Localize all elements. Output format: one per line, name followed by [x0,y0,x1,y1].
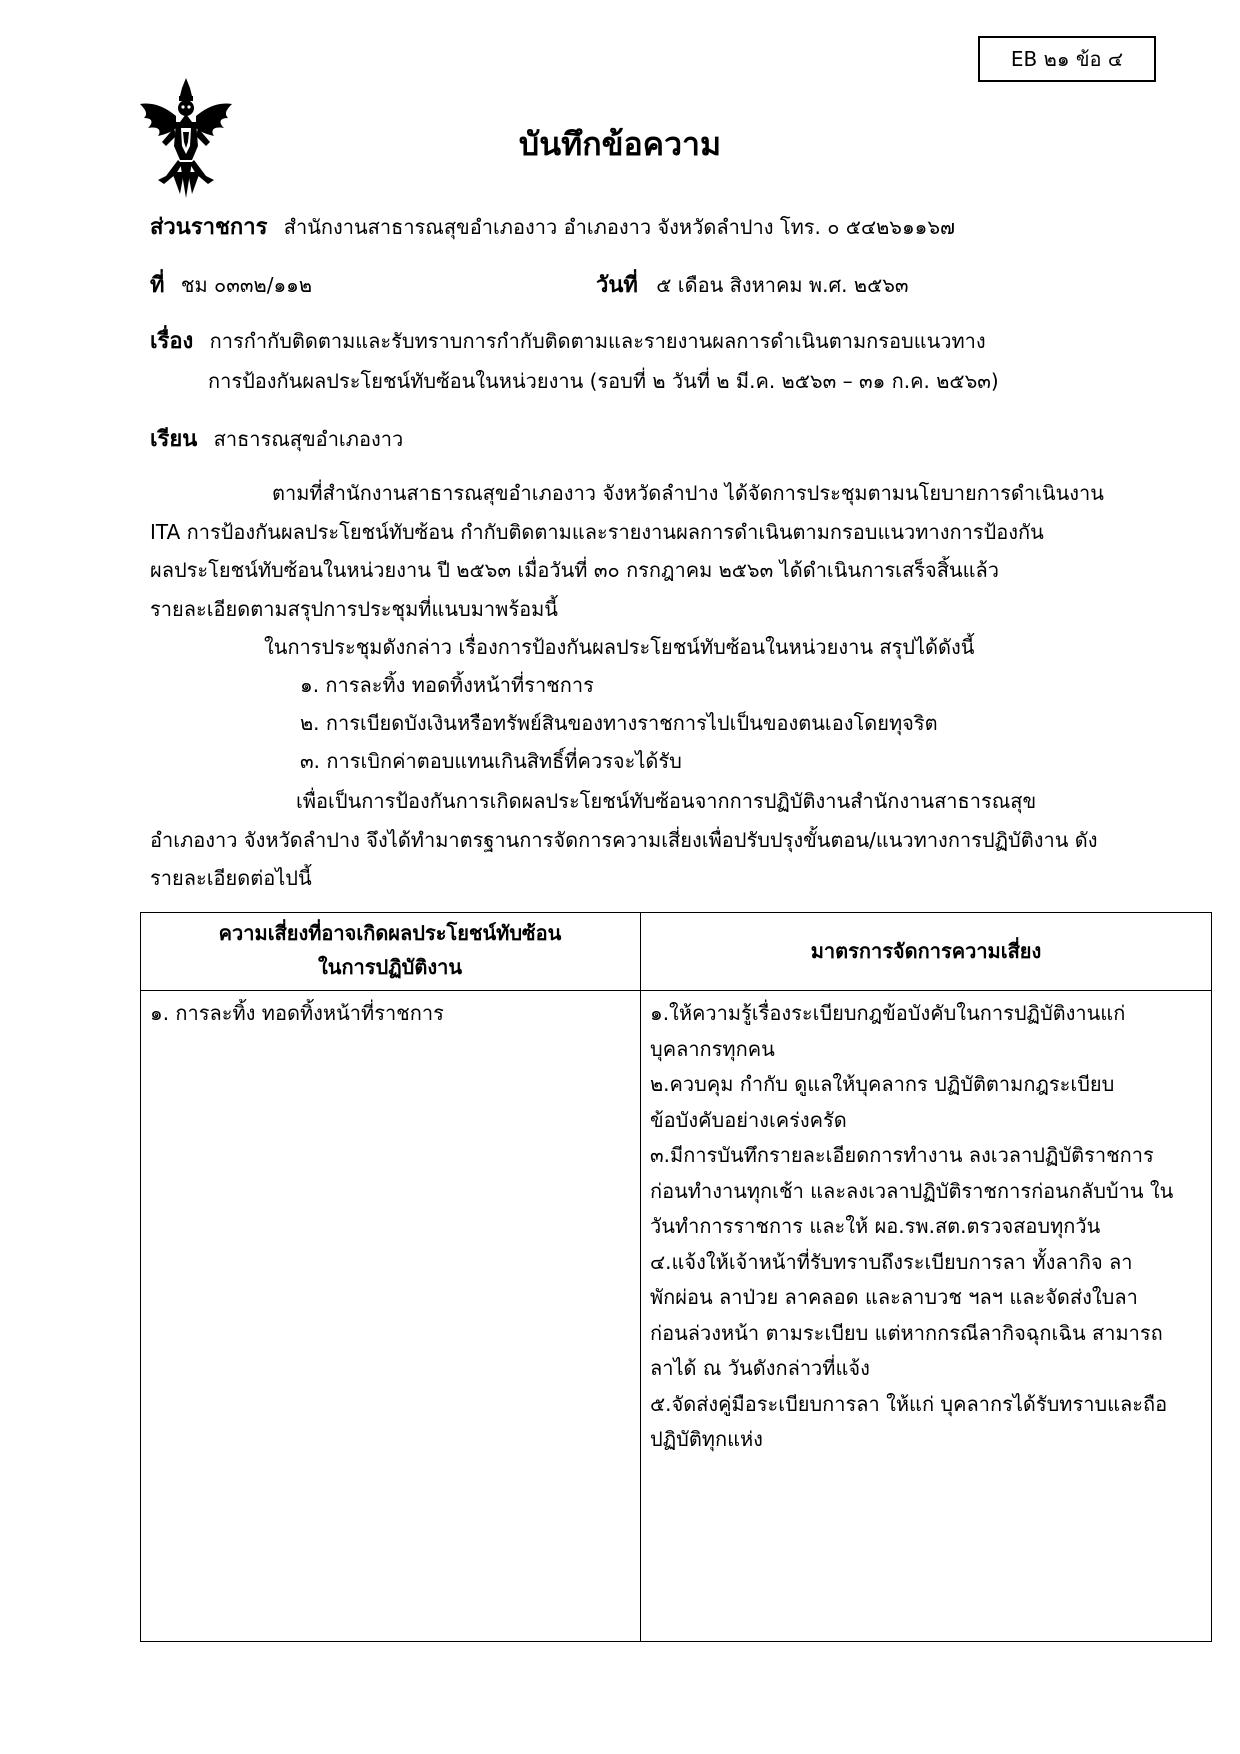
paragraph-measures-intro [150,782,1130,898]
document-number-value: ชม ๐๓๓๒/๑๑๒ [180,273,313,297]
addressee-value: สาธารณสุขอำเภองาว [213,427,404,451]
date-label: วันที่ [596,273,638,298]
measure-line: ก่อนล่วงหน้า ตามระเบียบ แต่หากกรณีลากิจฉุกเฉิน สามารถ [650,1320,1163,1345]
subject-label: เรื่อง [150,329,194,354]
table-cell-risk: ๑. การละทิ้ง ทอดทิ้งหน้าที่ราชการ [150,1001,444,1025]
paragraph-line: ผลประโยชน์ทับซ้อนในหน่วยงาน ปี ๒๕๖๓ เมื่อวันที่ ๓๐ กรกฎาคม ๒๕๖๓ ได้ดำเนินการเสร็จสิ้นแล้ว [150,558,999,582]
reference-code-box: EB ๒๑ ข้อ ๔ [978,36,1156,82]
agency-value: สำนักงานสาธารณสุขอำเภองาว อำเภองาว จังหวัดลำปาง โทร. ๐ ๕๔๒๖๑๑๖๗ [283,215,956,239]
measure-line: ข้อบังคับอย่างเคร่งครัด [650,1107,847,1132]
table-column-divider [640,912,641,1642]
date-row [596,266,909,305]
table-header-risk [140,916,640,984]
paragraph-intro [150,474,1130,628]
list-item: ๒. การเบียดบังเงินหรือทรัพย์สินของทางราชการไปเป็นของตนเองโดยทุจริต [300,711,938,735]
addressee-label: เรียน [150,427,198,452]
paragraph-line: อำเภองาว จังหวัดลำปาง จึงได้ทำมาตรฐานการจัดการความเสี่ยงเพื่อปรับปรุงขั้นตอน/แนวทางการปฏิบัติงาน ดัง [150,827,1098,852]
measure-line: ๕.จัดส่งคู่มือระเบียบการลา ให้แก่ บุคลากรได้รับทราบและถือ [650,1391,1168,1416]
subject-line-2: การป้องกันผลประโยชน์ทับซ้อนในหน่วยงาน (รอบที่ ๒ วันที่ ๒ มี.ค. ๒๕๖๓ – ๓๑ ก.ค. ๒๕๖๓) [208,369,999,393]
date-value: ๕ เดือน สิงหาคม พ.ศ. ๒๕๖๓ [656,273,909,297]
agency-label: ส่วนราชการ [150,215,268,240]
measure-line: ๔.แจ้งให้เจ้าหน้าที่รับทราบถึงระเบียบการลา ทั้งลากิจ ลา [650,1249,1133,1274]
measure-line: ๒.ควบคุม กำกับ ดูแลให้บุคลากร ปฏิบัติตามกฎระเบียบ [650,1072,1115,1096]
subject-row [150,322,986,361]
measure-line: ปฏิบัติทุกแห่ง [650,1427,763,1451]
paragraph-summary: ในการประชุมดังกล่าว เรื่องการป้องกันผลประโยชน์ทับซ้อนในหน่วยงาน สรุปได้ดังนี้ [264,635,975,659]
table-header-divider [140,990,1212,991]
agency-row [150,208,955,247]
measure-line: บุคลากรทุกคน [650,1036,775,1061]
measure-line: พักผ่อน ลาป่วย ลาคลอด และลาบวช ฯลฯ และจัดส่งใบลา [650,1285,1138,1309]
paragraph-line: รายละเอียดตามสรุปการประชุมที่แนบมาพร้อมนี้ [150,596,558,621]
paragraph-line: รายละเอียดต่อไปนี้ [150,866,312,890]
table-header-measures: มาตรการจัดการความเสี่ยง [810,939,1042,963]
document-number-label: ที่ [150,273,165,298]
paragraph-line: ITA การป้องกันผลประโยชน์ทับซ้อน กำกับติดตามและรายงานผลการดำเนินตามกรอบแนวทางการป้องกัน [150,519,1044,544]
paragraph-line: ตามที่สำนักงานสาธารณสุขอำเภองาว จังหวัดลำปาง ได้จัดการประชุมตามนโยบายการดำเนินงาน [272,481,1104,505]
paragraph-line: เพื่อเป็นการป้องกันการเกิดผลประโยชน์ทับซ้อนจากการปฏิบัติงานสำนักงานสาธารณสุข [296,789,1037,813]
document-number-row [150,266,312,305]
header-line: ความเสี่ยงที่อาจเกิดผลประโยชน์ทับซ้อน [218,921,562,945]
measure-line: ๑.ให้ความรู้เรื่องระเบียบกฎข้อบังคับในการปฏิบัติงานแก่ [650,1001,1126,1025]
measure-line: ๓.มีการบันทึกรายละเอียดการทำงาน ลงเวลาปฏิบัติราชการ [650,1143,1154,1167]
subject-line-1: การกำกับติดตามและรับทราบการกำกับติดตามและรายงานผลการดำเนินตามกรอบแนวทาง [209,329,986,353]
document-title: บันทึกข้อความ [518,125,722,163]
list-item: ๓. การเบิกค่าตอบแทนเกินสิทธิ์ที่ควรจะได้รับ [300,749,682,773]
measure-line: วันทำการราชการ และให้ ผอ.รพ.สต.ตรวจสอบทุกวัน [650,1214,1101,1238]
addressee-row [150,420,403,459]
measure-line: ก่อนทำงานทุกเช้า และลงเวลาปฏิบัติราชการก่อนกลับบ้าน ใน [650,1178,1174,1203]
list-item: ๑. การละทิ้ง ทอดทิ้งหน้าที่ราชการ [300,673,594,697]
header-line: ในการปฏิบัติงาน [318,955,462,979]
measure-line: ลาได้ ณ วันดังกล่าวที่แจ้ง [650,1356,870,1380]
table-cell-measures [650,996,1206,1458]
